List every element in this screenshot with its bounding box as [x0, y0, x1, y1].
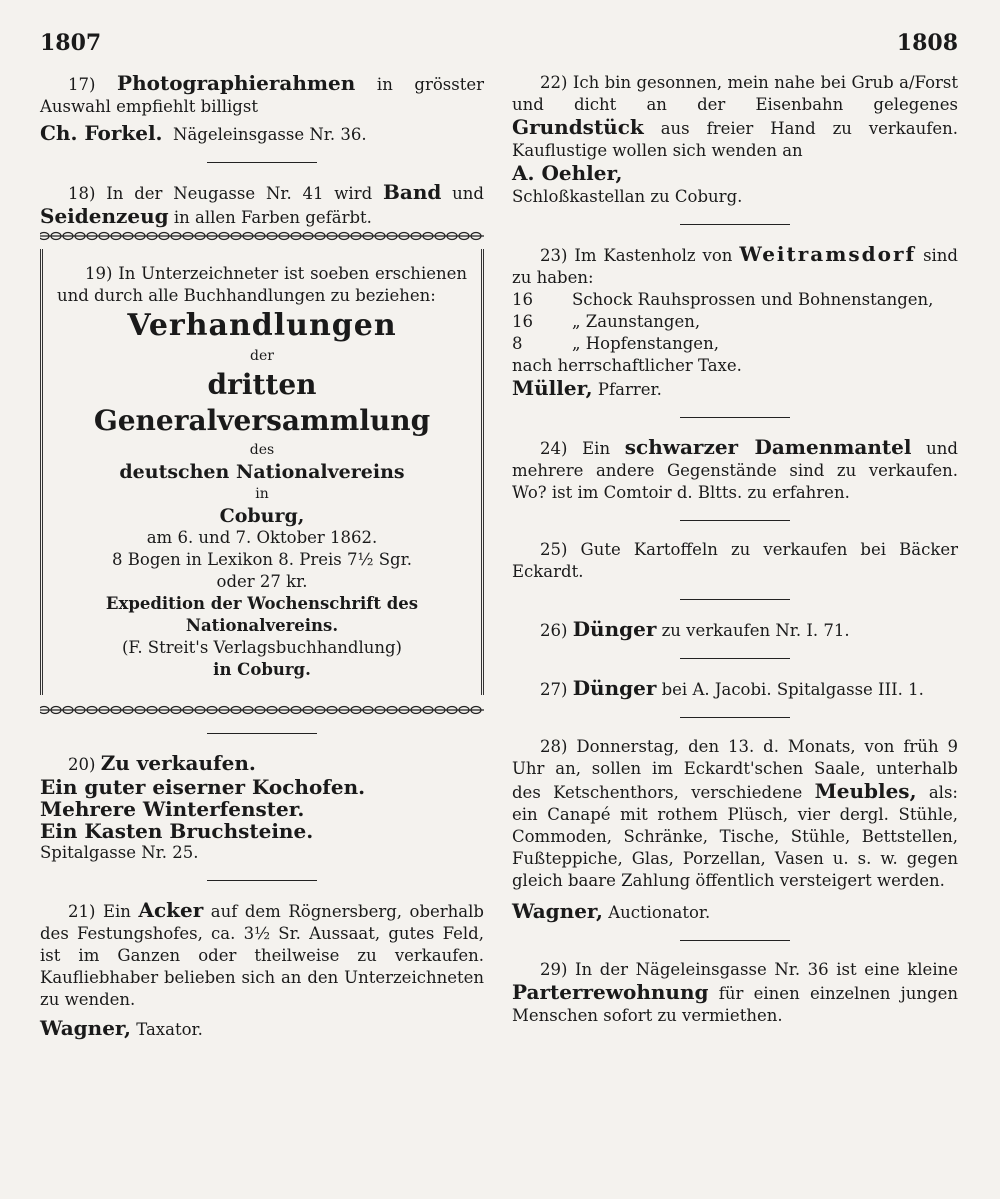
- book-title-1: Verhandlungen: [127, 308, 397, 343]
- ad-18: 18) In der Neugasse Nr. 41 wird Band und Seidenzeug in allen Farben gefärbt.: [40, 180, 484, 228]
- ad-17-name: Ch. Forkel.: [40, 121, 163, 145]
- ad-19-intro: 19) In Unterzeichneter ist soeben erschienen und durch alle Buchhandlungen zu beziehen:: [57, 264, 467, 305]
- list-item: 8 „ Hopfenstangen,: [512, 334, 719, 353]
- divider: [680, 658, 790, 659]
- divider: [207, 733, 317, 734]
- divider: [680, 224, 790, 225]
- ornamental-border-bottom: [40, 703, 484, 717]
- divider: [680, 599, 790, 600]
- ad-22: 22) Ich bin gesonnen, mein nahe bei Grub a/Forst und dicht an der Eisenbahn gelegenes Grundstück aus freier Hand zu verkaufen. Kauflustige wollen sich wenden an A. Oehler, Schloßkastellan zu Coburg.: [512, 73, 959, 206]
- divider: [680, 520, 790, 521]
- book-announcement-box: 19) In Unterzeichneter ist soeben erschienen und durch alle Buchhandlungen zu beziehen: Verhandlungen der dritten Generalversammlung des deutschen Nationalvereins in Coburg, am 6. und 7. Oktober 1862. 8 Bogen in Lexikon 8. Preis 7½ Sgr. oder 27 kr. Expedition der Wochenschrift des Nationalvereins. (F. Streit's Verlagsbuchhandlung) in Coburg.: [40, 249, 484, 695]
- divider: [680, 717, 790, 718]
- ad-17: 17) Photographierahmen in grösster Auswahl empfiehlt billigst Ch. Forkel. Nägeleinsgasse Nr. 36.: [40, 71, 485, 145]
- list-item: 16 „ Zaunstangen,: [512, 312, 701, 331]
- book-title-2: dritten Generalversammlung: [93, 368, 431, 437]
- ornamental-border-top: [40, 229, 484, 243]
- left-column: [40, 72, 484, 1041]
- ad-28: 28) Donnerstag, den 13. d. Monats, von früh 9 Uhr an, sollen im Eckardt'schen Saale, unterhalb des Ketschenthors, verschiedene Meubles, als: ein Canapé mit rothem Plüsch, vier dergl. Stühle, Commoden, Schränke, Tische, Stühle, Bettstellen, Fußteppiche, Glas, Porzellan, Vasen u. s. w. gegen gleich baare Zahlung öffentlich versteigert werden. Wagner, Auctionator.: [512, 737, 958, 923]
- page-number-left: 1807: [40, 30, 102, 56]
- ad-24: 24) Ein schwarzer Damenmantel und mehrere andere Gegenstände sind zu verkaufen. Wo? ist im Comtoir d. Bltts. zu erfahren.: [512, 435, 958, 502]
- book-title-3: deutschen Nationalvereins: [119, 461, 405, 483]
- divider: [207, 880, 317, 881]
- ad-21: 21) Ein Acker auf dem Rögnersberg, oberhalb des Festungshofes, ca. 3½ Sr. Aussaat, gutes Feld, ist im Ganzen oder theilweise zu verkaufen. Kaufliebhaber belieben sich an den Unterzeichneten zu wenden. Wagner, Taxator.: [40, 898, 484, 1040]
- right-column: [512, 72, 958, 1027]
- ad-26: 26) Dünger zu verkaufen Nr. I. 71.: [540, 617, 850, 641]
- ad-17-address: Nägeleinsgasse Nr. 36.: [173, 125, 367, 144]
- divider: [207, 162, 317, 163]
- page-number-right: 1808: [896, 30, 958, 56]
- list-item: 16 Schock Rauhsprossen und Bohnenstangen,: [512, 290, 934, 309]
- divider: [680, 417, 790, 418]
- ad-27: 27) Dünger bei A. Jacobi. Spitalgasse III. 1.: [540, 676, 924, 700]
- divider: [680, 940, 790, 941]
- ad-17-headline: Photographierahmen: [117, 71, 356, 95]
- ad-29: 29) In der Nägeleinsgasse Nr. 36 ist eine kleine Parterrewohnung für einen einzelnen jungen Menschen sofort zu vermiethen.: [512, 960, 958, 1025]
- ad-20: 20) Zu verkaufen. Ein guter eiserner Kochofen. Mehrere Winterfenster. Ein Kasten Bruchsteine. Spitalgasse Nr. 25.: [40, 751, 366, 862]
- ad-25: 25) Gute Kartoffeln zu verkaufen bei Bäcker Eckardt.: [512, 540, 958, 581]
- ad-23: 23) Im Kastenholz von Weitramsdorf sind zu haben: 16 Schock Rauhsprossen und Bohnenstangen, 16 „ Zaunstangen, 8 „ Hopfenstangen, nach herrschaftlicher Taxe. Müller, Pfarrer.: [512, 242, 958, 400]
